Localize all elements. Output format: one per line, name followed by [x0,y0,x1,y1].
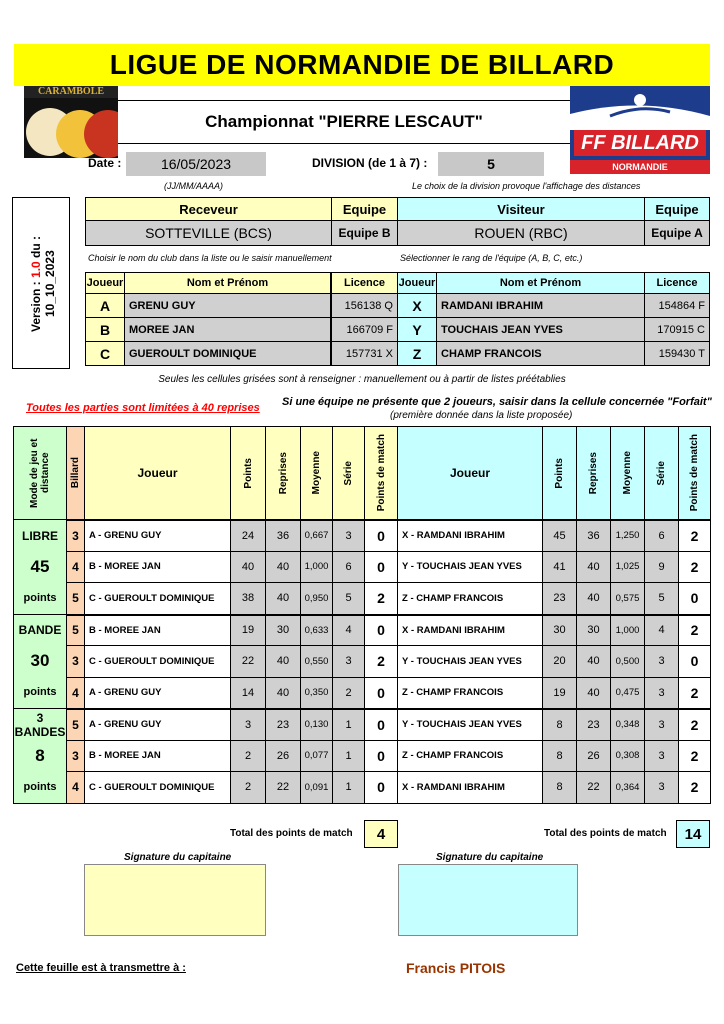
away-points-cell[interactable]: 8 [542,771,577,804]
away-moyenne-cell: 0,475 [610,677,645,710]
forfait-sub-notice: (première donnée dans la liste proposée) [390,410,573,421]
away-reprises-header-text: Reprises [588,451,599,495]
mode-distance: 8 [35,745,45,765]
away-club-field[interactable]: ROUEN (RBC) [397,220,645,246]
away-player-header-text: Joueur [449,466,490,480]
home-match-points-cell: 0 [364,740,398,773]
away-reprises-cell[interactable]: 40 [576,645,611,678]
home-reprises-cell[interactable]: 40 [265,551,301,584]
away-reprises-cell[interactable]: 30 [576,614,611,647]
away-serie-cell[interactable]: 3 [644,740,679,773]
home-serie-cell[interactable]: 6 [332,551,365,584]
mode-mode: 3 BANDES [14,710,66,739]
reprises-limit-notice: Toutes les parties sont limitées à 40 reprises [26,402,260,414]
home-points-cell[interactable]: 2 [230,771,266,804]
home-player-cell: A - GRENU GUY [84,677,231,710]
home-reprises-cell[interactable]: 36 [265,519,301,552]
mode-cell [13,614,67,647]
home-moyenne-cell: 0,091 [300,771,333,804]
home-match-points-cell: 0 [364,551,398,584]
home-reprises-header-text: Reprises [277,451,289,495]
away-points-cell[interactable]: 30 [542,614,577,647]
home-players-header: Nom et Prénom [124,272,331,294]
home-player-name-field[interactable]: GRENU GUY [124,293,331,318]
away-player-header [397,426,543,520]
home-moyenne-cell: 1,000 [300,551,333,584]
away-points-cell[interactable]: 45 [542,519,577,552]
away-rank-note: Sélectionner le rang de l'équipe (A, B, C, etc.) [400,253,583,263]
grey-cells-note: Seules les cellules grisées sont à renseigner : manuellement ou à partir de listes préétablies [158,374,566,385]
away-pdm-header-text: Points de match [689,434,700,512]
away-moyenne-cell: 1,250 [610,519,645,552]
division-field[interactable]: 5 [438,152,544,176]
away-serie-cell[interactable]: 9 [644,551,679,584]
away-moyenne-header [610,426,645,520]
home-moyenne-cell: 0,350 [300,677,333,710]
home-serie-cell[interactable]: 3 [332,645,365,678]
home-points-cell[interactable]: 14 [230,677,266,710]
championship-title: Championnat "PIERRE LESCAUT" [118,100,570,144]
away-player-cell: X - RAMDANI IBRAHIM [397,519,543,552]
home-serie-cell[interactable]: 5 [332,582,365,615]
home-serie-cell[interactable]: 2 [332,677,365,710]
mode-cell [13,645,67,678]
mode-distance: 45 [30,556,50,576]
home-player-cell: C - GUEROULT DOMINIQUE [84,645,231,678]
home-points-cell[interactable]: 40 [230,551,266,584]
mode-distance: 30 [30,651,50,671]
home-player-id: B [85,317,125,342]
league-title: LIGUE DE NORMANDIE DE BILLARD [14,44,710,86]
mode-unit: points [23,686,57,699]
home-total-value: 4 [364,820,398,848]
home-total-label: Total des points de match [230,828,353,839]
home-player-header [84,426,231,520]
home-reprises-cell[interactable]: 30 [265,614,301,647]
mode-cell [13,677,67,710]
billard-number: 3 [66,740,85,773]
away-reprises-cell[interactable]: 26 [576,740,611,773]
home-serie-cell[interactable]: 4 [332,614,365,647]
away-points-cell[interactable]: 41 [542,551,577,584]
away-player-cell: Y - TOUCHAIS JEAN YVES [397,645,543,678]
ffbillard-logo-sub: NORMANDIE [612,162,668,172]
billard-number: 4 [66,677,85,710]
away-match-points-cell: 2 [678,614,711,647]
away-serie-cell[interactable]: 3 [644,677,679,710]
home-match-points-cell: 0 [364,708,398,741]
away-moyenne-cell: 1,000 [610,614,645,647]
home-points-header [230,426,266,520]
away-players-header: Licence [644,272,710,294]
home-club-note: Choisir le nom du club dans la liste ou le saisir manuellement [88,253,332,263]
away-player-cell: Y - TOUCHAIS JEAN YVES [397,708,543,741]
billard-number: 3 [66,519,85,552]
home-match-points-cell: 2 [364,582,398,615]
away-player-id: Z [397,341,437,366]
mode-mode: LIBRE [22,528,58,543]
away-total-label: Total des points de match [544,828,667,839]
home-player-header-text: Joueur [137,466,178,480]
away-team-header: Equipe [644,197,710,221]
home-match-points-cell: 0 [364,614,398,647]
billard-number: 5 [66,614,85,647]
home-player-cell: A - GRENU GUY [84,519,231,552]
mode-cell [13,740,67,773]
home-points-cell[interactable]: 22 [230,645,266,678]
away-serie-cell[interactable]: 3 [644,645,679,678]
mode-cell [13,771,67,804]
home-club-field[interactable]: SOTTEVILLE (BCS) [85,220,332,246]
away-moyenne-header-text: Moyenne [622,451,633,495]
home-points-cell[interactable]: 3 [230,708,266,741]
away-header: Visiteur [397,197,645,221]
home-player-id: A [85,293,125,318]
away-moyenne-cell: 1,025 [610,551,645,584]
away-player-licence-field[interactable]: 154864 F [644,293,710,318]
carambole-logo [24,86,118,158]
home-player-cell: B - MOREE JAN [84,614,231,647]
away-total-value: 14 [676,820,710,848]
billard-number: 3 [66,645,85,678]
ffbillard-logo [570,86,710,174]
division-label: DIVISION (de 1 à 7) : [312,156,428,170]
away-player-name-field[interactable]: CHAMP FRANCOIS [436,341,645,366]
home-serie-header-text: Série [343,460,354,486]
billard-number: 4 [66,771,85,804]
away-player-cell: Y - TOUCHAIS JEAN YVES [397,551,543,584]
away-match-points-cell: 2 [678,551,711,584]
billard-number: 5 [66,708,85,741]
away-rank-field[interactable]: Equipe A [644,220,710,246]
away-serie-cell[interactable]: 3 [644,708,679,741]
home-player-cell: B - MOREE JAN [84,740,231,773]
home-reprises-header [265,426,301,520]
away-reprises-cell[interactable]: 40 [576,677,611,710]
away-reprises-cell[interactable]: 22 [576,771,611,804]
ffbillard-logo-text: FF BILLARD [581,131,699,154]
away-signature-box[interactable] [398,864,578,936]
mode-cell [13,551,67,584]
home-serie-cell[interactable]: 1 [332,740,365,773]
version-number: 1.0 [29,261,43,278]
away-player-name-field[interactable]: RAMDANI IBRAHIM [436,293,645,318]
version-date: du : 10_10_2023 [29,235,57,318]
home-serie-cell[interactable]: 3 [332,519,365,552]
away-points-cell[interactable]: 23 [542,582,577,615]
away-player-licence-field[interactable]: 170915 C [644,317,710,342]
transmit-label: Cette feuille est à transmettre à : [16,962,186,974]
away-reprises-cell[interactable]: 40 [576,551,611,584]
mode-unit: points [23,780,57,793]
away-serie-header [644,426,679,520]
home-moyenne-header-text: Moyenne [311,451,322,495]
away-signature-label: Signature du capitaine [436,852,544,863]
home-reprises-cell[interactable]: 23 [265,708,301,741]
away-players-header: Joueur [397,272,437,294]
version-prefix: Version : [29,278,43,333]
away-player-name-field[interactable]: TOUCHAIS JEAN YVES [436,317,645,342]
away-match-points-cell: 2 [678,740,711,773]
date-label: Date : [88,156,122,170]
away-serie-cell[interactable]: 5 [644,582,679,615]
home-reprises-cell[interactable]: 40 [265,677,301,710]
home-reprises-cell[interactable]: 40 [265,645,301,678]
away-points-header-text: Points [554,457,565,489]
away-points-cell[interactable]: 19 [542,677,577,710]
away-match-points-cell: 0 [678,582,711,615]
home-moyenne-cell: 0,633 [300,614,333,647]
home-player-cell: A - GRENU GUY [84,708,231,741]
away-points-header [542,426,577,520]
home-points-cell[interactable]: 24 [230,519,266,552]
home-serie-cell[interactable]: 1 [332,708,365,741]
away-reprises-header [576,426,611,520]
home-moyenne-cell: 0,950 [300,582,333,615]
home-moyenne-cell: 0,550 [300,645,333,678]
away-player-id: Y [397,317,437,342]
away-player-cell: Z - CHAMP FRANCOIS [397,740,543,773]
home-reprises-cell[interactable]: 40 [265,582,301,615]
mode-mode: BANDE [18,623,62,638]
home-match-points-cell: 0 [364,771,398,804]
home-team-header: Equipe [331,197,398,221]
home-player-name-field[interactable]: MOREE JAN [124,317,331,342]
away-moyenne-cell: 0,500 [610,645,645,678]
home-player-licence-field[interactable]: 156138 Q [331,293,398,318]
mode-cell [13,519,67,552]
mode-header [13,426,67,520]
home-player-name-field[interactable]: GUEROULT DOMINIQUE [124,341,331,366]
home-players-header: Licence [331,272,398,294]
division-note: Le choix de la division provoque l'affichage des distances [412,181,641,191]
away-match-points-cell: 2 [678,519,711,552]
mode-unit: points [23,591,57,604]
home-points-header-text: Points [242,457,254,489]
billard-number: 5 [66,582,85,615]
billard-header [66,426,85,520]
away-pdm-header [678,426,711,520]
away-players-header: Nom et Prénom [436,272,645,294]
home-player-cell: C - GUEROULT DOMINIQUE [84,771,231,804]
away-match-points-cell: 2 [678,677,711,710]
away-reprises-cell[interactable]: 40 [576,582,611,615]
away-points-cell[interactable]: 8 [542,708,577,741]
date-field[interactable]: 16/05/2023 [126,152,266,176]
home-moyenne-header [300,426,333,520]
home-player-licence-field[interactable]: 166709 F [331,317,398,342]
mode-cell [13,708,67,741]
recipient-name: Francis PITOIS [406,960,506,976]
billard-number: 4 [66,551,85,584]
home-points-cell[interactable]: 2 [230,740,266,773]
away-moyenne-cell: 0,575 [610,582,645,615]
away-points-cell[interactable]: 20 [542,645,577,678]
away-serie-header-text: Série [656,460,667,486]
home-player-id: C [85,341,125,366]
home-serie-cell[interactable]: 1 [332,771,365,804]
forfait-notice: Si une équipe ne présente que 2 joueurs, saisir dans la cellule concernée "Forfait" [282,396,712,408]
carambole-logo-text: CARAMBOLE [37,86,105,97]
away-player-id: X [397,293,437,318]
mode-header-text: Mode de jeu et distance [29,438,51,508]
away-player-cell: X - RAMDANI IBRAHIM [397,614,543,647]
home-moyenne-cell: 0,130 [300,708,333,741]
away-player-cell: Z - CHAMP FRANCOIS [397,677,543,710]
home-reprises-cell[interactable]: 22 [265,771,301,804]
away-serie-cell[interactable]: 3 [644,771,679,804]
home-signature-label: Signature du capitaine [124,852,232,863]
home-player-cell: C - GUEROULT DOMINIQUE [84,582,231,615]
away-moyenne-cell: 0,348 [610,708,645,741]
home-match-points-cell: 0 [364,519,398,552]
version-box [12,197,70,369]
home-header: Receveur [85,197,332,221]
home-points-cell[interactable]: 19 [230,614,266,647]
home-players-header: Joueur [85,272,125,294]
away-match-points-cell: 2 [678,771,711,804]
mode-cell [13,582,67,615]
away-player-cell: Z - CHAMP FRANCOIS [397,582,543,615]
billard-header-text: Billard [70,457,81,489]
away-moyenne-cell: 0,364 [610,771,645,804]
home-reprises-cell[interactable]: 26 [265,740,301,773]
away-serie-cell[interactable]: 4 [644,614,679,647]
date-format-hint: (JJ/MM/AAAA) [164,181,224,191]
away-serie-cell[interactable]: 6 [644,519,679,552]
home-player-cell: B - MOREE JAN [84,551,231,584]
away-player-licence-field[interactable]: 159430 T [644,341,710,366]
home-pdm-header-text: Points de match [375,434,387,512]
home-signature-box[interactable] [84,864,266,936]
away-points-cell[interactable]: 8 [542,740,577,773]
home-player-licence-field[interactable]: 157731 X [331,341,398,366]
home-rank-field[interactable]: Equipe B [331,220,398,246]
away-match-points-cell: 0 [678,645,711,678]
home-moyenne-cell: 0,077 [300,740,333,773]
home-match-points-cell: 0 [364,677,398,710]
home-serie-header [332,426,365,520]
away-reprises-cell[interactable]: 23 [576,708,611,741]
home-points-cell[interactable]: 38 [230,582,266,615]
home-pdm-header [364,426,398,520]
away-match-points-cell: 2 [678,708,711,741]
away-player-cell: X - RAMDANI IBRAHIM [397,771,543,804]
away-moyenne-cell: 0,308 [610,740,645,773]
home-match-points-cell: 2 [364,645,398,678]
home-moyenne-cell: 0,667 [300,519,333,552]
away-reprises-cell[interactable]: 36 [576,519,611,552]
